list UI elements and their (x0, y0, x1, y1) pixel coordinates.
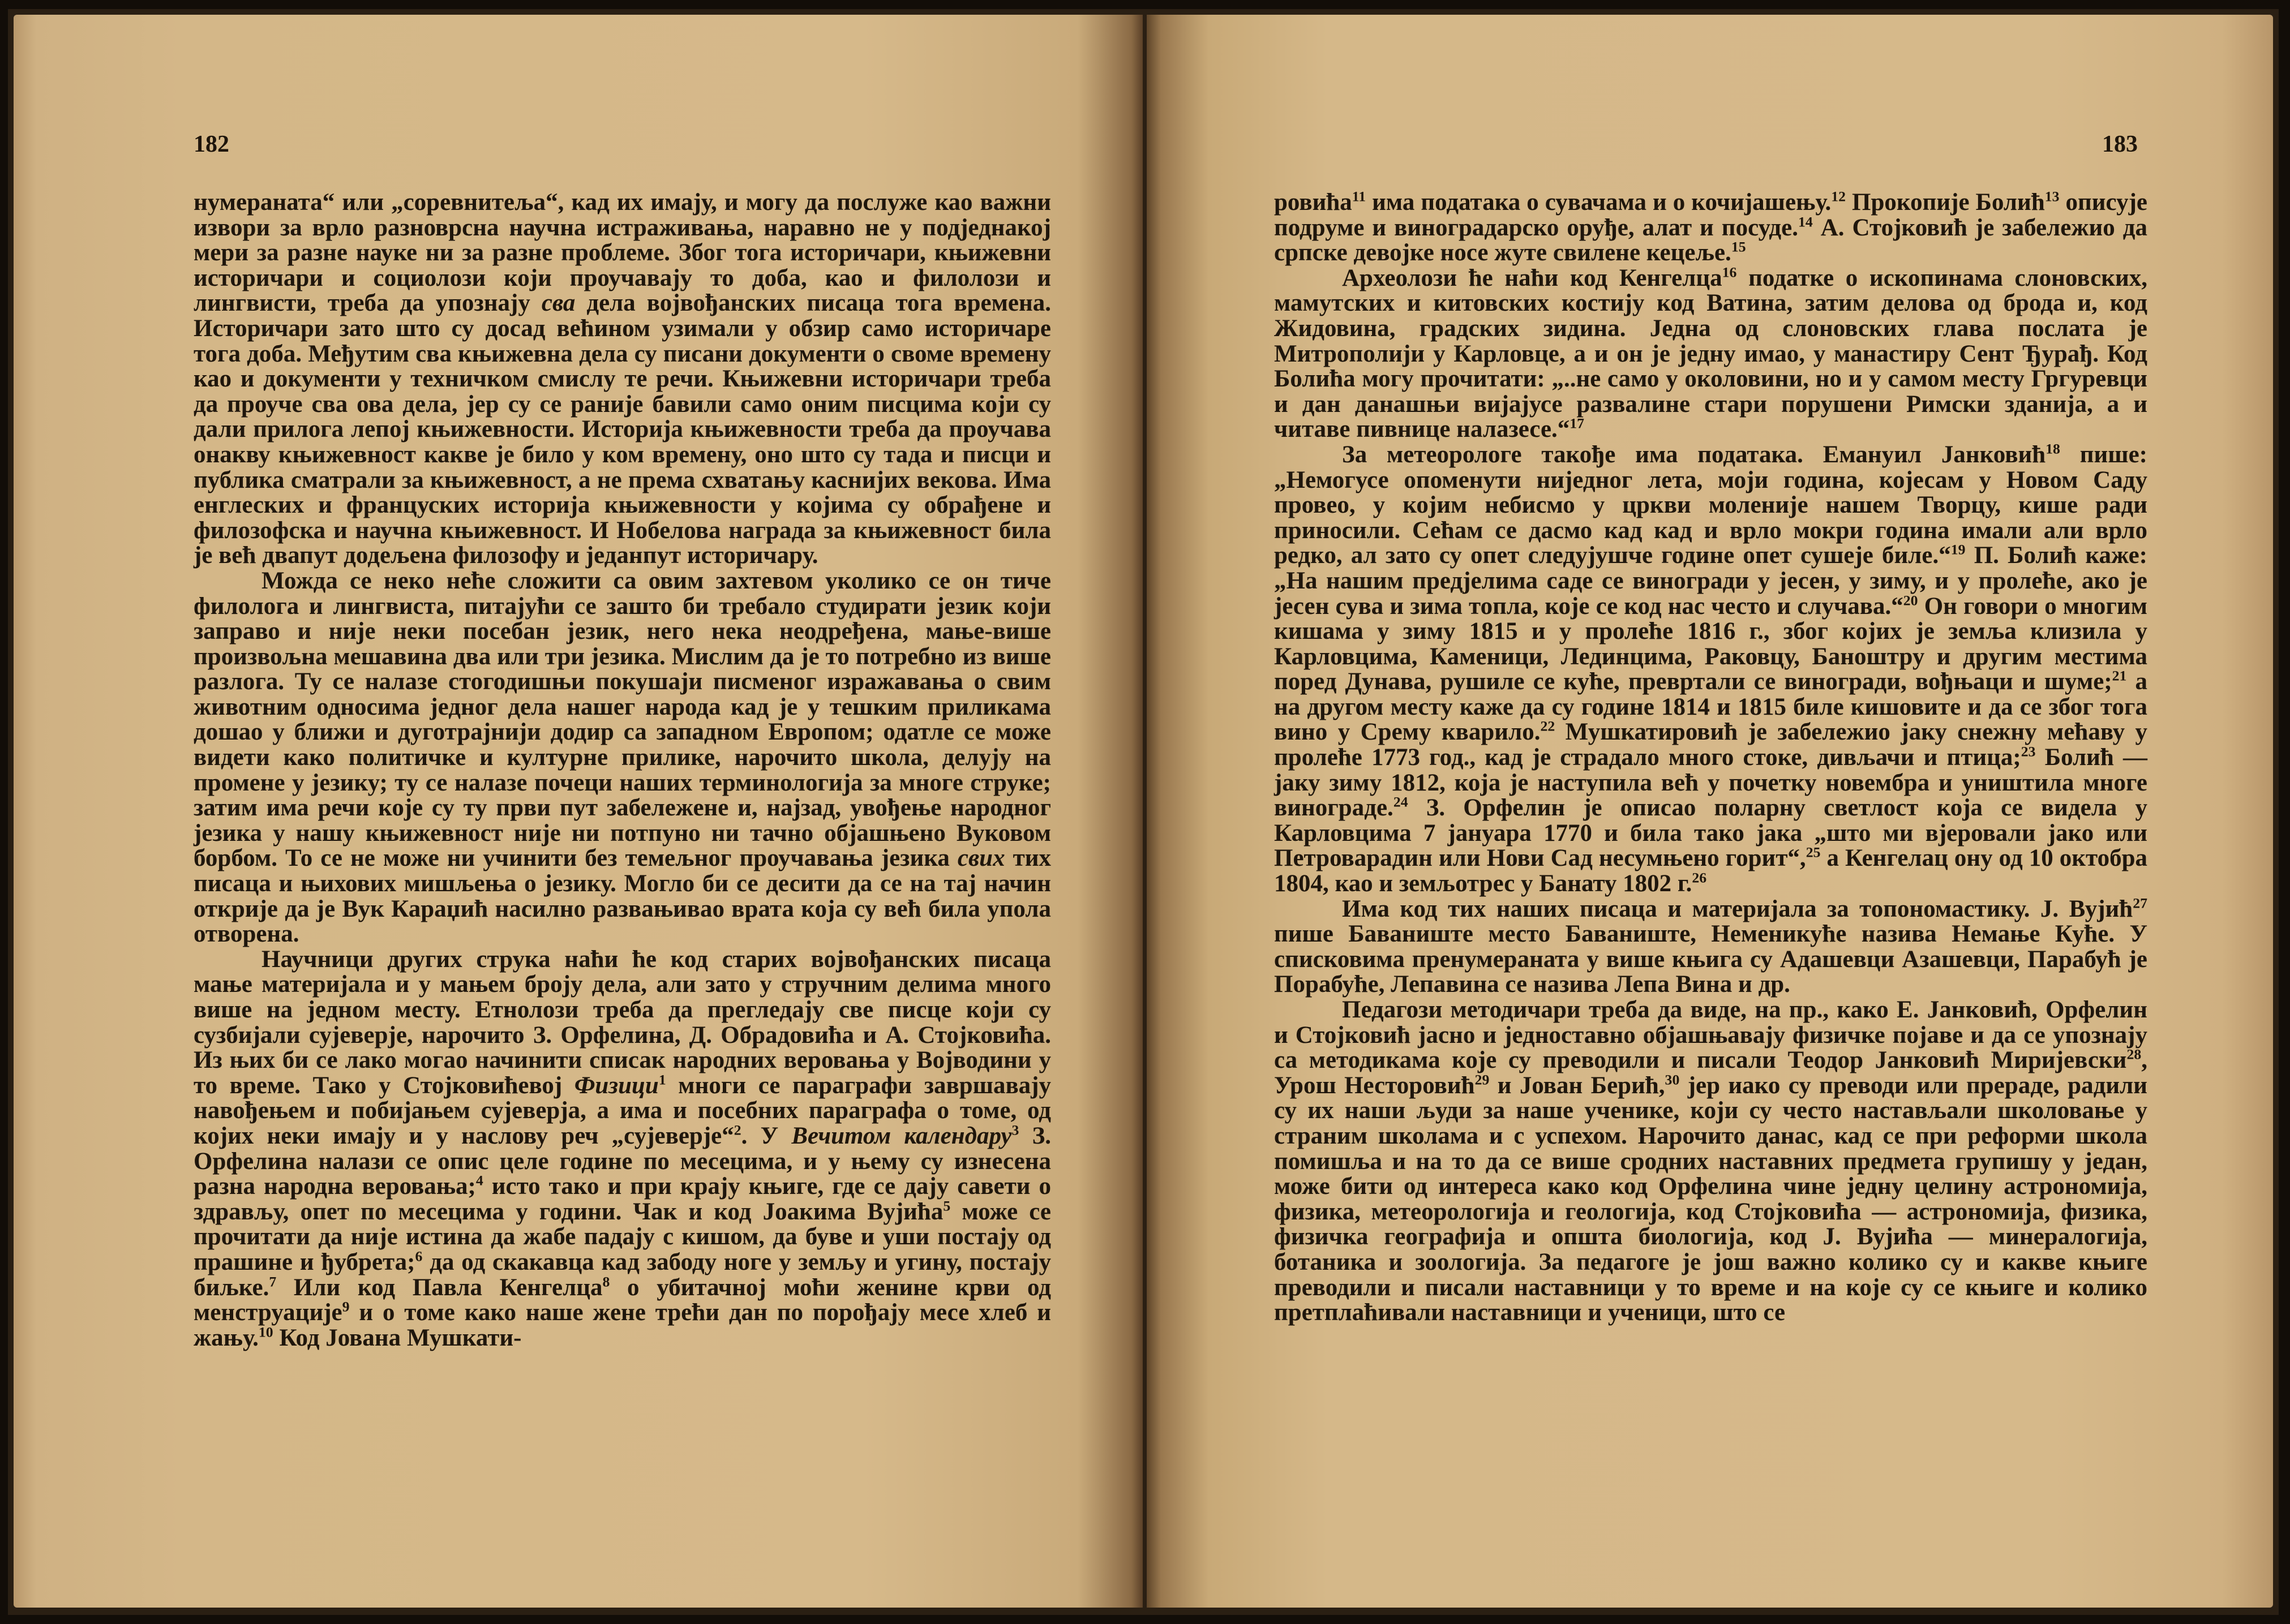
text-run: нумераната“ или „соревнитеља“, кад их имају, и могу да послуже као важни извори за врло разноврсна научна истраживања, наравно не у подједнакој мери за разне науке ни за разне проблеме. Због тога историчари, књижевни историчари и социолози који проучавају то доба, као и филолози и лингвисти, треба да упознају (194, 189, 1051, 317)
footnote-ref: 20 (1903, 592, 1918, 609)
footnote-ref: 14 (1798, 213, 1813, 230)
footnote-ref: 9 (342, 1298, 350, 1315)
footnote-ref: 16 (1722, 264, 1737, 281)
text-run: , Урош Несторовић (1274, 1047, 2147, 1099)
paragraph (1274, 998, 2147, 1326)
text-run: јер иако су преводи или прераде, радили су их наши људи за наше ученике, који су често настављали школовање у страним школама и с успехом. Нарочито данас, кад се при реформи школа помишља и на то да се више сродних наставних предмета групишу у један, може бити од интереса како код Орфелина чине једну целину астрономија, физика, метеорологија и геологија, код Стојковића — астрономија, физика, физичка географија и општа биологија, код Ј. Вујића — минералогија, ботаника и зоологија. За педагоге је још важно колико су и какве књиге преводили и писали наставници у то време и на које су се књиге и колико претплаћивали наставници и ученици, што се (1274, 1072, 2148, 1326)
footnote-ref: 23 (2021, 743, 2036, 760)
paragraph (194, 947, 1051, 1351)
italic-text: Физици (574, 1072, 659, 1099)
text-run: описује подруме и виноградарско оруђе, алат и посуде. (1274, 189, 2147, 241)
paragraph (1274, 266, 2147, 442)
paragraph (194, 190, 1051, 569)
footnote-ref: 24 (1393, 793, 1408, 810)
text-run: има података о сувачама и о кочијашењу. (1366, 189, 1832, 216)
footnote-ref: 26 (1692, 869, 1707, 886)
paragraph (1274, 442, 2147, 897)
footnote-ref: 18 (2045, 440, 2060, 457)
text-run: Болић — јаку зиму 1812, која је наступила већ у почетку новембра и уништила многе винограде. (1274, 744, 2147, 822)
footnote-ref: 7 (269, 1273, 277, 1290)
text-run: Археолози ће наћи код Кенгелца (1342, 264, 1722, 291)
text-run: За метеорологе такође има података. Емануил Јанковић (1342, 441, 2046, 468)
footnote-ref: 3 (1011, 1122, 1019, 1138)
right-page (1147, 15, 2273, 1608)
footnote-ref: 19 (1950, 541, 1966, 558)
italic-text: свих (957, 845, 1005, 872)
text-run: А. Стојковић је забележио да српске девојке носе жуте свилене кецеље. (1274, 214, 2147, 267)
footnote-ref: 6 (415, 1248, 423, 1265)
footnote-ref: 12 (1831, 188, 1846, 205)
footnote-ref: 25 (1806, 844, 1821, 861)
text-run: Мушкатировић је забележио јаку снежну мећаву у пролеће 1773 год., кад је страдало много стоке, дивљачи и птица; (1274, 719, 2147, 771)
footnote-ref: 21 (2112, 667, 2127, 684)
text-run: и о томе како наше жене трећи дан по порођају месе хлеб и жању. (194, 1299, 1051, 1351)
text-run: П. Болић каже: „На нашим предјелима саде се виногради у јесен, у зиму, и у пролеће, ако је јесен сува и зима топла, које се код нас често и случава.“ (1274, 542, 2147, 620)
footnote-ref: 22 (1540, 718, 1555, 735)
page-number-right: 183 (2102, 131, 2138, 157)
right-page-text (1274, 190, 2147, 1326)
paragraph (1274, 897, 2147, 998)
text-run: Има код тих наших писаца и материјала за топономастику. Ј. Вујић (1342, 895, 2133, 922)
text-run: Научници других струка наћи ће код старих војвођанских писаца мање материјала и у мањем броју дела, али зато у стручним делима много више на једном месту. Етнолози треба да прегледају све писце који су сузбијали сујеверје, нарочито З. Орфелина, Д. Обрадовића и А. Стојковића. Из њих би се лако могао начинити списак народних веровања у Војводини у то време. Тако у Стојковићевој (194, 946, 1051, 1099)
text-run: пише Бавaниште место Бaвaниште, Неменикуће назива Немање Куће. У списковима пренумераната у више књига су Адашевци Азашевци, Парабућ је Порабуће, Лепавина се назива Лепа Вина и др. (1274, 921, 2147, 998)
footnote-ref: 15 (1731, 238, 1746, 255)
text-run: Код Јована Мушкати- (273, 1324, 522, 1351)
footnote-ref: 8 (602, 1273, 610, 1290)
footnote-ref: 4 (475, 1172, 483, 1189)
text-run: и Јован Берић, (1489, 1072, 1665, 1099)
page-number-left: 182 (194, 131, 229, 157)
text-run: тих писаца и њихових мишљења о језику. Могло би се десити да се на тај начин открије да је Вук Караџић насилно развањивао врата која су већ била упола отворена. (194, 845, 1051, 948)
italic-text: Вечитом календару (791, 1122, 1012, 1149)
text-run: многи се параграфи завршавају навођењем и побијањем сујеверја, а има и посебних параграфа о томе, од којих неки имају и у наслову реч „сујеверје“ (194, 1072, 1051, 1149)
footnote-ref: 28 (2126, 1046, 2142, 1063)
text-run: ровића (1274, 189, 1352, 216)
text-run: Можда се неко неће сложити са овим захтевом уколико се он тиче филолога и лингвиста, питајући се зашто би требало студирати језик који заправо и није неки посебан језик, него нека неодређена, мање-више произвољна мешавина два или три језика. Мислим да је то потребно из више разлога. Ту се налазе стогодишњи покушаји писменог изражавања о свим животним односима једног дела нашег народа кад је у тешким приликама дошао у ближи и дуготрајнији додир са западном Европом; одатле се може видети како политичке и културне прилике, нарочито школа, делују на промене у језику; ту се налазе почеци наших терминологија за многе струке; затим има речи које су ту први пут забележене и, најзад, увођење народног језика у нашу књижевност није ни потпуно ни тачно објашњено Вуковом борбом. То се не може ни учинити без темељног проучавања језика (194, 567, 1051, 872)
text-run: а на другом месту каже да су године 1814 и 1815 биле кишовите и да се због тога вино у Срему кварило. (1274, 668, 2147, 746)
text-run: пише: „Немогусе опоменути ниједног лета, моји година, којесам у Новом Саду провео, у којим небисмо у цркви моленије нашем Творцу, кише ради приносили. Сећам се дасмо кад кад и врло мокри година имали али врло редко, ал зато су опет следујушче године опет сушеје биле.“ (1274, 441, 2147, 569)
text-run: З. Орфелин је описао поларну светлост која се видела у Карловцима 7 јануара 1770 и била тако јака „што ми вјеровали јако или Петроварадин или Нови Сад несумњено горит“, (1274, 794, 2147, 872)
text-run: исто тако и при крају књиге, где се дају савети о здрављу, опет по месецима у години. Чак и код Јоакима Вујића (194, 1173, 1052, 1225)
footnote-ref: 17 (1569, 415, 1585, 432)
text-run: Прокопије Болић (1846, 189, 2045, 216)
text-run: З. Орфелина налази се опис целе године по месецима, и у њему су изнесена разна народна веровања; (194, 1122, 1052, 1200)
footnote-ref: 13 (2044, 188, 2060, 205)
footnote-ref: 27 (2133, 895, 2147, 912)
text-run: податке о ископинама слоновских, мамутских и китовских костију код Ватина, затим делова од брода и, код Жидовина, градских зидина. Једна од слоновских глава послата је Митрополији у Карловце, а и он је једну имао, у манастиру Сент Ђурађ. Код Болића могу прочитати: „..не само у околовини, но и у самом месту Гргуревци и дан данашњи вијајусе развалине стари порушени Римски зданија, а и читаве пивнице налазесе.“ (1274, 264, 2147, 443)
paragraph (1274, 190, 2147, 266)
paragraph (194, 569, 1051, 947)
footnote-ref: 1 (658, 1071, 666, 1088)
italic-text: сва (541, 290, 576, 317)
text-run: може се прочитати да није истина да жабе падају с кишом, да буве и уши постају од прашине и ђубрета; (194, 1198, 1052, 1275)
text-run: . У (741, 1122, 792, 1149)
footnote-ref: 2 (734, 1122, 741, 1138)
footnote-ref: 5 (943, 1197, 951, 1214)
text-run: да од скакавца кад забоду ноге у земљу и угину, постају биљке. (194, 1248, 1051, 1301)
text-run: о убитачној моћи женине крви од менструације (194, 1274, 1051, 1326)
footnote-ref: 10 (258, 1324, 273, 1341)
text-run: дела војвођанских писаца тога времена. Историчари зато што су досад већином узимали у обзир само историчаре тога доба. Међутим сва књижевна дела су писани документи о своме времену као и документи у техничком смислу те речи. Књижевни историчари треба да проуче сва ова дела, јер су се раније бавили само оним писцима који су дали прилога лепој књижевности. Историја књижевности треба да проучава онакву књижевност какве је било у ком времену, оно што су тада и писци и публика сматрали за књижевност, а не према схватању каснијих векова. Има енглеских и француских историја књижевности у којима су обрађене и филозофска и научна књижевност. И Нобелова награда за књижевност била је већ двапут додељена филозофу и једанпут историчару. (194, 290, 1051, 569)
left-page-text (194, 190, 1051, 1351)
book-spread (8, 9, 2279, 1615)
left-page (14, 15, 1143, 1608)
text-run: Он говори о многим кишама у зиму 1815 и у пролеће 1816 г., због којих је земља клизила у Карловцима, Каменици, Лединцима, Раковцу, Баноштру и другим местима поред Дунава, рушиле се куће, превртали се виногради, вођњаци и шуме; (1274, 592, 2147, 695)
text-run: а Кенгелац ону од 10 октобра 1804, као и земљотрес у Банату 1802 г. (1274, 845, 2147, 897)
footnote-ref: 29 (1474, 1071, 1490, 1088)
footnote-ref: 11 (1352, 188, 1366, 205)
footnote-ref: 30 (1665, 1071, 1680, 1088)
text-run: Или код Павла Кенгелца (276, 1274, 603, 1301)
text-run: Педагози методичари треба да виде, на пр., како Е. Јанковић, Орфелин и Стојковић јасно и једноставно објашњавају физичке појаве и да се упознају са методикама које су преводили и писали Теодор Јанковић Миријевски (1274, 996, 2147, 1074)
